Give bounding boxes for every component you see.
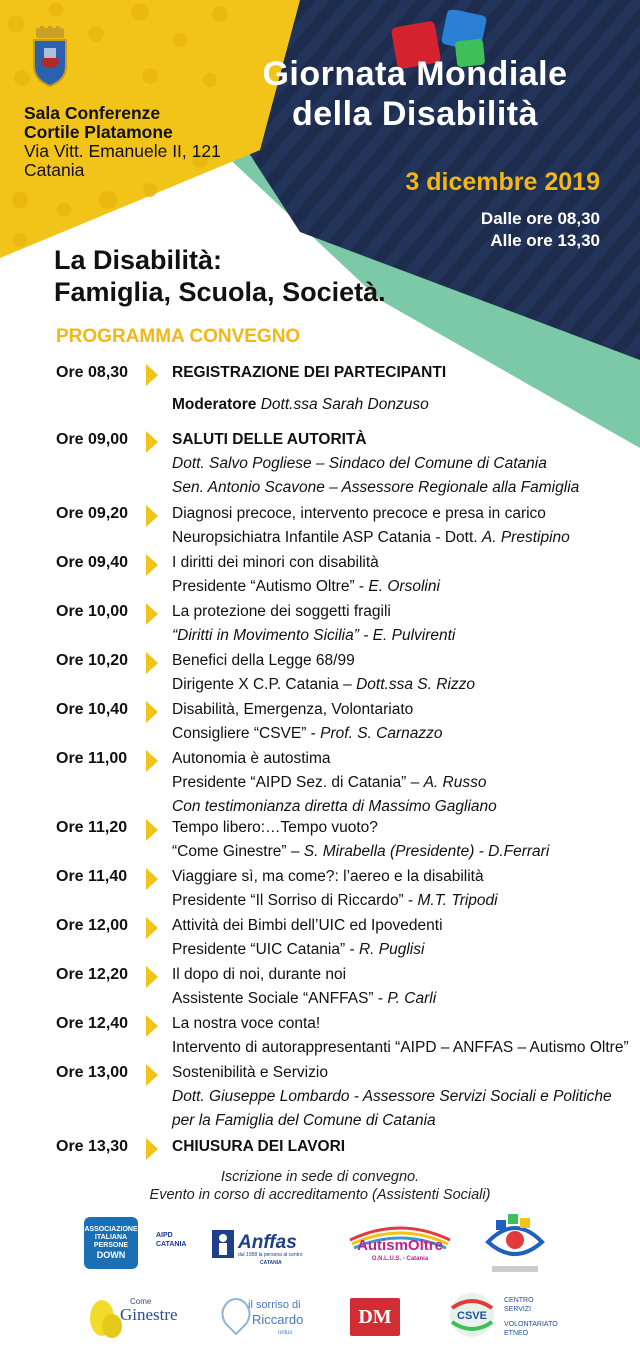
venue-address — [24, 104, 221, 180]
entry-title: Tempo libero:…Tempo vuoto? — [172, 819, 378, 836]
speaker-name: Dott.ssa S. Rizzo — [356, 676, 475, 693]
entry-title: Disabilità, Emergenza, Volontariato — [172, 701, 414, 718]
uic-logo — [478, 1206, 552, 1280]
entry-time: Ore 08,30 — [56, 364, 129, 381]
csve-side: CENTRO — [504, 1297, 534, 1304]
entry-time: Ore 12,20 — [56, 966, 129, 983]
entry-title: Sostenibilità e Servizio — [172, 1064, 328, 1081]
arrow-icon — [146, 505, 158, 527]
entry-time: Ore 09,40 — [56, 554, 129, 571]
arrow-icon — [146, 917, 158, 939]
footer-note — [0, 1168, 640, 1204]
programma-label: PROGRAMMA CONVEGNO — [56, 326, 301, 347]
speaker-role: Consigliere “CSVE” - — [172, 725, 321, 742]
csve-text: CSVE — [457, 1310, 487, 1322]
entry-title: CHIUSURA DEI LAVORI — [172, 1138, 346, 1155]
entry-time: Ore 09,00 — [56, 431, 129, 448]
entry-detail: Intervento di autorappresentanti “AIPD – ANFFAS – Autismo Oltre” — [172, 1039, 629, 1056]
entry-title: SALUTI DELLE AUTORITÀ — [172, 431, 367, 448]
speaker-name: P. Carli — [387, 990, 437, 1007]
entry-title: Viaggiare sì, ma come?: l’aereo e la disabilità — [172, 868, 484, 885]
title-line: Giornata Mondiale — [262, 55, 568, 93]
entry-title: Benefici della Legge 68/99 — [172, 652, 355, 669]
arrow-icon — [146, 431, 158, 453]
title-line: della Disabilità — [291, 95, 539, 133]
footer-line: Iscrizione in sede di convegno. — [220, 1169, 420, 1185]
aipd-text: AIPD — [156, 1232, 173, 1239]
entry-time: Ore 12,40 — [56, 1015, 129, 1032]
speaker-role: Neuropsichiatra Infantile ASP Catania - Dott. — [172, 529, 482, 546]
entry-title: REGISTRAZIONE DEI PARTECIPANTI — [172, 364, 447, 381]
entry-detail: Dott. Giuseppe Lombardo - Assessore Servizi Sociali e Politiche — [172, 1088, 612, 1105]
arrow-icon — [146, 750, 158, 772]
entry-speaker — [172, 843, 549, 861]
arrow-icon — [146, 554, 158, 576]
arrow-icon — [146, 701, 158, 723]
sorriso-name: Riccardo — [252, 1312, 304, 1327]
speaker-role: “Diritti in Movimento Sicilia” - — [172, 627, 373, 644]
speaker-name: M.T. Tripodi — [417, 892, 498, 909]
come-ginestre-logo — [86, 1288, 192, 1340]
entry-title: Diagnosi precoce, intervento precoce e presa in carico — [172, 505, 546, 522]
dm-logo: DM — [350, 1298, 400, 1336]
moderator-name: Dott.ssa Sarah Donzuso — [260, 396, 429, 413]
entry-moderator — [172, 396, 429, 414]
entry-speaker — [172, 990, 436, 1008]
venue-line: Via Vitt. Emanuele II, 121 — [24, 141, 221, 161]
speaker-role: Assistente Sociale “ANFFAS” - — [172, 990, 388, 1007]
entry-detail: Sen. Antonio Scavone – Assessore Regionale alla Famiglia — [172, 479, 580, 496]
speaker-name: A. Prestipino — [481, 529, 570, 546]
venue-line: Catania — [24, 160, 85, 180]
heading-line: Famiglia, Scuola, Società. — [54, 277, 386, 307]
speaker-name: S. Mirabella (Presidente) - D.Ferrari — [303, 843, 550, 860]
entry-time: Ore 10,40 — [56, 701, 129, 718]
entry-title: I diritti dei minori con disabilità — [172, 554, 379, 571]
ginestre-come: Come — [130, 1297, 152, 1306]
entry-title: Attività dei Bimbi dell’UIC ed Ipovedenti — [172, 917, 443, 934]
ginestre-text: Ginestre — [120, 1305, 178, 1324]
entry-time: Ore 10,20 — [56, 652, 129, 669]
entry-speaker — [172, 578, 440, 596]
down-text: ITALIANA — [94, 1234, 128, 1241]
time-from: Dalle ore 08,30 — [480, 209, 600, 228]
entry-time: Ore 10,00 — [56, 603, 129, 620]
footer-line: Evento in corso di accreditamento (Assistenti Sociali) — [149, 1187, 491, 1203]
speaker-name: E. Orsolini — [368, 578, 440, 595]
entry-title: La protezione dei soggetti fragili — [172, 603, 391, 620]
arrow-icon — [146, 603, 158, 625]
entry-speaker — [172, 529, 570, 547]
sorriso-riccardo-logo — [216, 1290, 322, 1340]
entry-time: Ore 13,30 — [56, 1138, 129, 1155]
speaker-role: Dirigente X C.P. Catania – — [172, 676, 357, 693]
speaker-name: E. Pulvirenti — [372, 627, 456, 644]
arrow-icon — [146, 1064, 158, 1086]
arrow-icon — [146, 1015, 158, 1037]
entry-title: La nostra voce conta! — [172, 1015, 321, 1032]
event-title — [200, 54, 630, 134]
arrow-icon — [146, 1138, 158, 1160]
down-text: ASSOCIAZIONE — [84, 1226, 138, 1233]
autismo-sub: O.N.L.U.S. - Catania — [371, 1256, 429, 1262]
arrow-icon — [146, 652, 158, 674]
anffas-logo — [212, 1224, 316, 1266]
heading-line: La Disabilità: — [54, 245, 223, 275]
anffas-city: CATANIA — [260, 1260, 282, 1266]
autismo-oltre-logo — [344, 1220, 456, 1264]
csve-side: SERVIZI — [504, 1306, 532, 1313]
entry-speaker — [172, 941, 424, 959]
entry-speaker — [172, 725, 442, 743]
speaker-role: Presidente “Autismo Oltre” - — [172, 578, 369, 595]
csve-side: ETNEO — [504, 1330, 529, 1337]
speaker-name: Prof. S. Carnazzo — [320, 725, 443, 742]
entry-title: Autonomia è autostima — [172, 750, 331, 767]
csve-logo — [444, 1290, 572, 1340]
event-times — [400, 208, 600, 252]
down-text: DOWN — [96, 1250, 126, 1260]
arrow-icon — [146, 364, 158, 386]
entry-time: Ore 11,00 — [56, 750, 128, 767]
entry-title: Il dopo di noi, durante noi — [172, 966, 347, 983]
sorriso-sub: onlus — [278, 1330, 293, 1336]
entry-time: Ore 09,20 — [56, 505, 129, 522]
arrow-icon — [146, 868, 158, 890]
entry-speaker — [172, 774, 486, 792]
entry-detail: Dott. Salvo Pogliese – Sindaco del Comune di Catania — [172, 455, 547, 472]
speaker-role: “Come Ginestre” – — [172, 843, 304, 860]
arrow-icon — [146, 819, 158, 841]
csve-side: VOLONTARIATO — [504, 1321, 558, 1328]
anffas-tagline: dal 1958 la persona al centro — [238, 1252, 303, 1258]
entry-time: Ore 11,20 — [56, 819, 128, 836]
speaker-role: Presidente “Il Sorriso di Riccardo” - — [172, 892, 418, 909]
aipd-text: CATANIA — [156, 1241, 187, 1248]
catania-crest-icon — [28, 26, 72, 88]
speaker-role: Presidente “AIPD Sez. di Catania” – — [172, 774, 424, 791]
entry-detail: per la Famiglia del Comune di Catania — [172, 1112, 436, 1129]
moderator-label: Moderatore — [172, 396, 261, 413]
speaker-name: R. Puglisi — [358, 941, 425, 958]
entry-speaker — [172, 676, 475, 694]
speaker-name: A. Russo — [423, 774, 487, 791]
sorriso-text: il sorriso di — [248, 1299, 301, 1311]
entry-time: Ore 13,00 — [56, 1064, 129, 1081]
aipd-down-logo — [84, 1217, 138, 1269]
aipd-catania-label — [156, 1231, 186, 1249]
time-to: Alle ore 13,30 — [490, 231, 600, 250]
venue-line: Sala Conferenze — [24, 103, 161, 123]
entry-time: Ore 11,40 — [56, 868, 128, 885]
entry-speaker — [172, 627, 455, 645]
conference-heading — [54, 244, 386, 308]
entry-speaker — [172, 892, 498, 910]
arrow-icon — [146, 966, 158, 988]
event-date: 3 dicembre 2019 — [405, 168, 600, 196]
entry-time: Ore 12,00 — [56, 917, 129, 934]
entry-detail: Con testimonianza diretta di Massimo Gagliano — [172, 798, 497, 815]
speaker-role: Presidente “UIC Catania” - — [172, 941, 359, 958]
down-text: PERSONE — [93, 1242, 129, 1249]
anffas-text: Anffas — [238, 1232, 297, 1253]
venue-line: Cortile Platamone — [24, 122, 173, 142]
autismo-text: AutismOltre — [357, 1237, 443, 1254]
